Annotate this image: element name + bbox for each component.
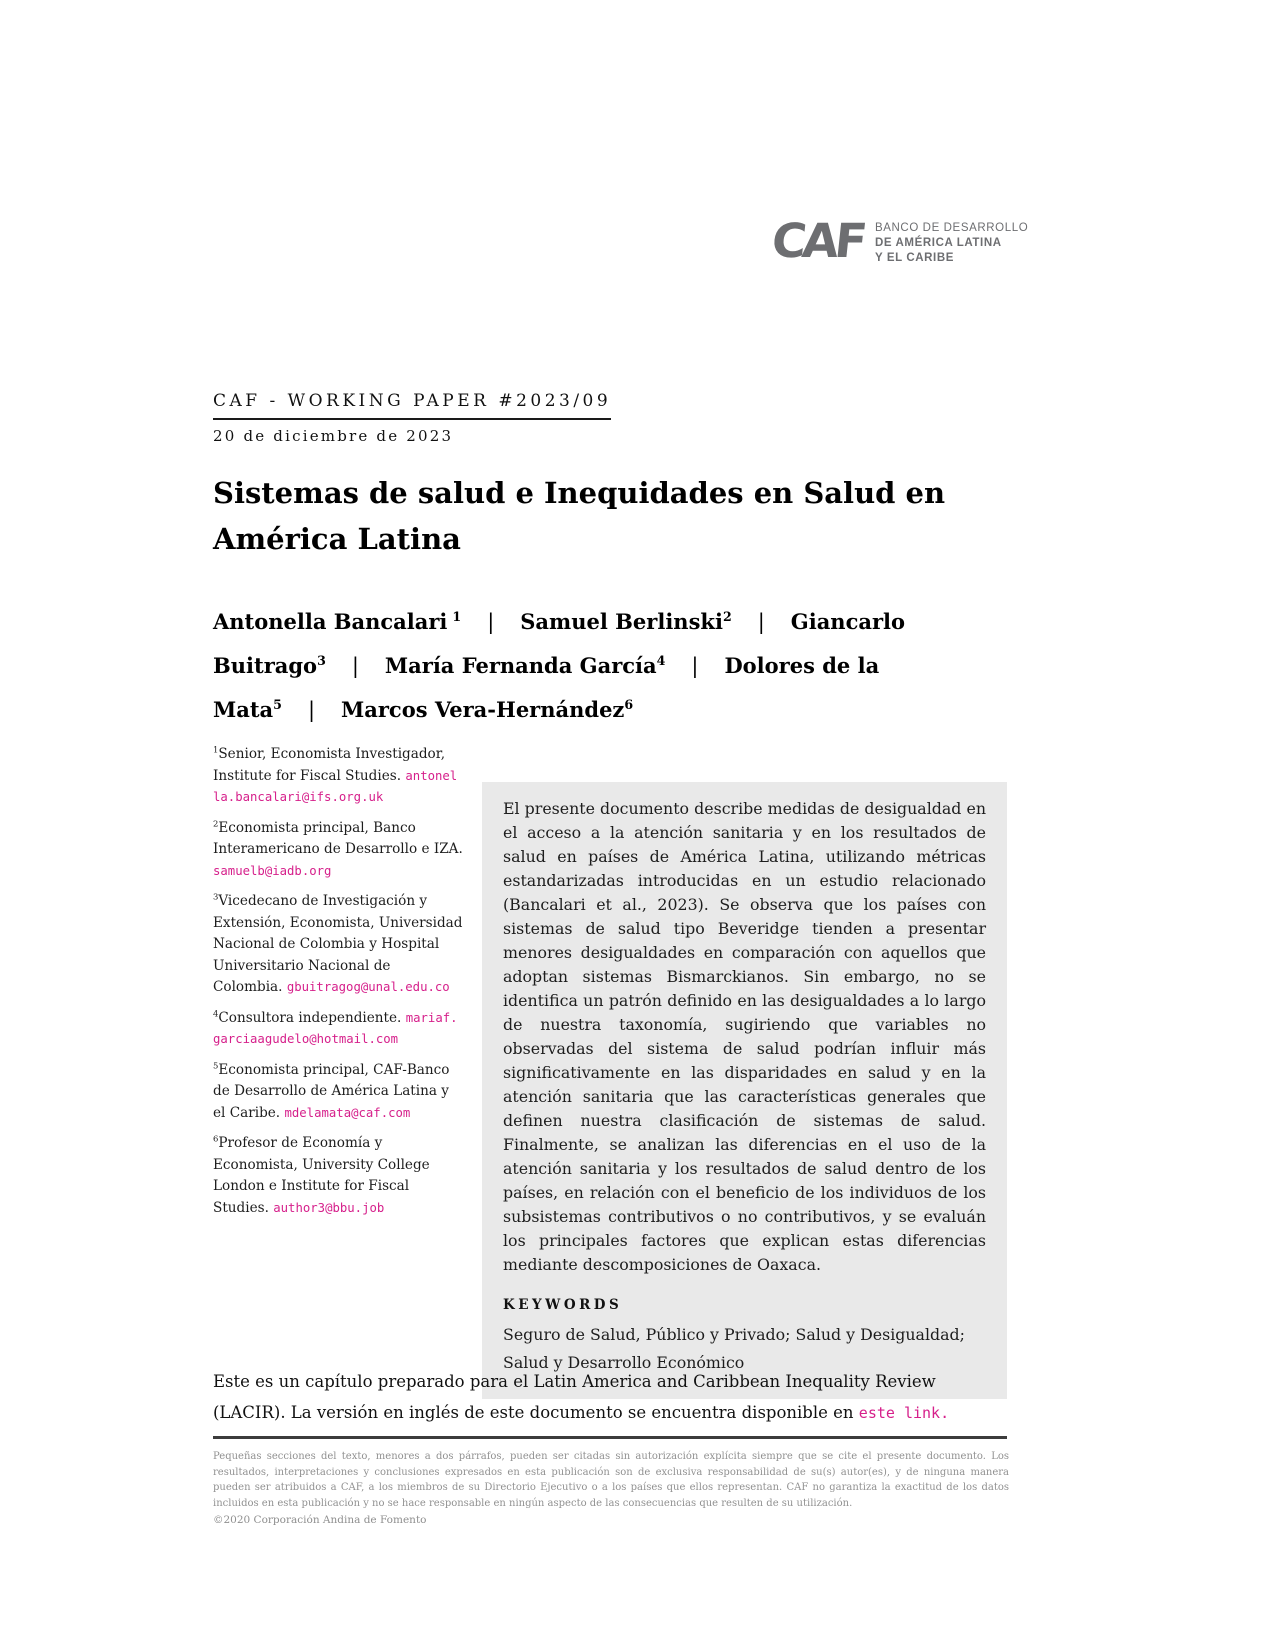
author-email-link[interactable]: antonella.bancalari@ifs.org.uk: [213, 768, 458, 804]
author-separator: |: [307, 698, 316, 722]
affiliation-text: Vicedecano de Investigación y Extensión, Economista, Universidad Nacional de Colombia y Hospital Universitario Nacional de Colombia.: [213, 893, 463, 995]
author-affiliations: [213, 744, 463, 1228]
logo-line-2: DE AMÉRICA LATINA: [874, 237, 1002, 249]
english-version-link[interactable]: este link.: [858, 1404, 950, 1422]
author-email-link[interactable]: samuelb@iadb.org: [213, 863, 332, 878]
page-title: Sistemas de salud e Inequidades en Salud en América Latina: [213, 476, 946, 556]
affiliation-text: Economista principal, Banco Interamericano de Desarrollo e IZA.: [213, 819, 463, 857]
footnote-marker: 4: [213, 1007, 219, 1018]
caf-logo: [769, 214, 1029, 269]
caf-logo-icon: CAF: [769, 214, 866, 269]
author-footnote-marker: 6: [624, 697, 634, 712]
disclaimer-text: Pequeñas secciones del texto, menores a dos párrafos, pueden ser citadas sin autorización explícita siempre que se cite el presente documento. Los resultados, interpretaciones y conclusiones expresados en esta publicación son de exclusiva responsabilidad de su(s) autor(es), y de ninguna manera pueden ser atribuidos a CAF, a los miembros de su Directorio Ejecutivo o a los países que ellos representan. CAF no garantiza la exactitud de los datos incluidos en esta publicación y no se hace responsable en ningún aspecto de las consecuencias que resulten de su utilización.: [213, 1451, 1009, 1509]
caf-logo-text: [875, 218, 1028, 266]
author-email-link[interactable]: author3@bbu.job: [273, 1200, 385, 1215]
footnote-marker: 6: [213, 1133, 219, 1144]
author-email-link[interactable]: gbuitragog@unal.edu.co: [286, 980, 450, 994]
affiliation-footnote: [213, 1008, 463, 1051]
affiliation-footnote: [213, 744, 463, 809]
author-name: María Fernanda García$^4$: [384, 653, 666, 678]
footnote-marker: 2: [213, 817, 219, 828]
author-separator: |: [487, 610, 495, 634]
affiliation-text: Profesor de Economía y Economista, University College London e Institute for Fiscal Studies.: [213, 1135, 430, 1216]
affiliation-footnote: [213, 1060, 463, 1125]
author-name: Marcos Vera-Hernández$^6$: [341, 697, 634, 722]
author-footnote-marker: 2: [722, 609, 732, 624]
abstract-text: El presente documento describe medidas de desigualdad en el acceso a la atención sanitaria y en los resultados de salud en países de América Latina, utilizando métricas estandarizadas introducidas en un estudio relacionado (Bancalari et al., 2023). Se observa que los países con sistemas de salud tipo Beveridge tienden a presentar menores desigualdades en comparación con aquellos que adoptan sistemas Bismarckianos. Sin embargo, no se identifica un patrón definido en las desigualdades a lo largo de nuestra taxonomía, sugiriendo que variables no observadas del sistema de salud podrían influir más significativamente en las disparidades en salud y en la atención sanitaria que las características generales que definen nuestra clasificación de sistemas de salud. Finalmente, se analizan las diferencias en el uso de la atención sanitaria y los resultados de salud dentro de los países, en relación con el beneficio de los individuos de los subsistemas contributivos o no contributivos, y se evaluán los principales factores que explican estas diferencias mediante descomposiciones de Oaxaca.: [503, 799, 986, 1274]
author-email-link[interactable]: mariaf.garciaagudelo@hotmail.com: [213, 1010, 458, 1046]
keywords-heading: KEYWORDS: [503, 1297, 623, 1313]
affiliation-footnote: [213, 818, 463, 883]
affiliation-footnote: [213, 1133, 463, 1219]
affiliation-text: Economista principal, CAF-Banco de Desarrollo de América Latina y el Caribe.: [213, 1061, 450, 1121]
author-name: Dolores de la Mata$^5$: [213, 653, 880, 722]
author-footnote-marker: 5: [273, 697, 282, 712]
author-name: Giancarlo Buitrago$^3$: [213, 609, 906, 678]
author-name: Antonella Bancalari $^1$: [213, 609, 462, 634]
footnote-marker: 5: [213, 1059, 219, 1070]
logo-line-1: BANCO DE DESARROLLO: [874, 222, 1029, 234]
author-separator: |: [351, 654, 359, 678]
working-paper-series: CAF - WORKING PAPER #2023/09: [213, 391, 611, 420]
footnote-marker: 1: [213, 744, 219, 755]
chapter-note: [213, 1366, 1013, 1429]
affiliation-footnote: [213, 891, 463, 999]
copyright-text: ©2020 Corporación Andina de Fomento: [213, 1514, 427, 1526]
author-name: Samuel Berlinski$^2$: [520, 609, 732, 634]
footnote-marker: 3: [213, 891, 219, 902]
affiliation-text: Consultora independiente.: [218, 1009, 406, 1026]
abstract-box: [482, 782, 1007, 1399]
author-list: [213, 600, 963, 732]
chapter-note-text: Este es un capítulo preparado para el Latin America and Caribbean Inequality Review (LACIR). La versión en inglés de este documento se encuentra disponible en: [213, 1372, 936, 1422]
author-footnote-marker: 4: [656, 653, 666, 668]
author-separator: |: [757, 610, 765, 634]
keywords-text: Seguro de Salud, Público y Privado; Salud y Desigualdad; Salud y Desarrollo Económico: [503, 1325, 965, 1372]
author-separator: |: [691, 654, 699, 678]
footer-divider: [213, 1436, 1007, 1439]
publication-date: 20 de diciembre de 2023: [213, 427, 454, 445]
author-footnote-marker: 3: [317, 653, 326, 668]
author-email-link[interactable]: mdelamata@caf.com: [284, 1105, 411, 1120]
logo-line-3: Y EL CARIBE: [874, 252, 955, 264]
author-footnote-marker: 1: [452, 609, 462, 624]
affiliation-text: Senior, Economista Investigador, Institute for Fiscal Studies.: [213, 746, 446, 784]
